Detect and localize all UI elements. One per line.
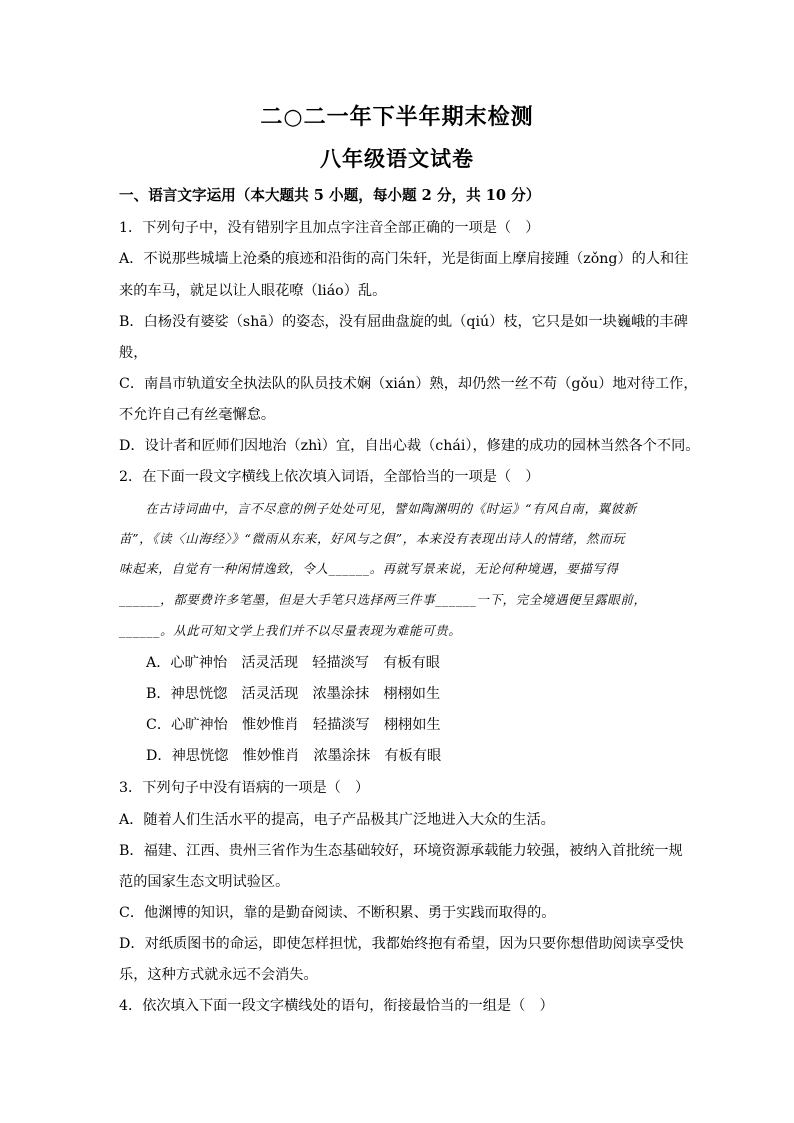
passage-line: 在古诗词曲中，言不尽意的例子处处可见，譬如陶渊明的《时运》“有风自南，翼彼新 xyxy=(119,501,637,516)
passage-line: 苗”，《读〈山海经〉》“微雨从东来，好风与之俱”，本来没有表现出诗人的情绪，然而玩 xyxy=(119,531,626,546)
question-1-option-b-cont: 般， xyxy=(119,345,148,361)
question-3-option-d-cont: 乐，这种方式就永远不会消失。 xyxy=(119,967,318,983)
question-2-option-c: C．心旷神怡 惟妙惟肖 轻描淡写 栩栩如生 xyxy=(146,717,441,733)
passage-line: ______。从此可知文学上我们并不以尽量表现为难能可贵。 xyxy=(119,623,462,638)
question-1-option-a: A．不说那些城墙上沧桑的痕迹和沿街的高门朱轩，光是街面上摩肩接踵（zǒng）的人和往 xyxy=(119,251,689,267)
question-2-stem: 2．在下面一段文字横线上依次填入词语，全部恰当的一项是（ ） xyxy=(119,469,540,485)
question-3-option-b-cont: 范的国家生态文明试验区。 xyxy=(119,874,290,890)
question-3-option-a: A．随着人们生活水平的提高，电子产品极其广泛地进入大众的生活。 xyxy=(119,812,555,828)
question-3-option-c: C．他渊博的知识，靠的是勤奋阅读、不断积累、勇于实践而取得的。 xyxy=(119,905,556,921)
passage-line: ______，都要费许多笔墨，但是大手笔只选择两三件事______一下，完全境遇便呈露眼前， xyxy=(119,592,647,607)
page-subtitle: 八年级语文试卷 xyxy=(320,146,474,171)
question-1-option-c: C．南昌市轨道安全执法队的队员技术娴（xián）熟，却仍然一丝不苟（gǒu）地对待工作， xyxy=(119,376,698,392)
page-title: 二○二一年下半年期末检测 xyxy=(260,104,534,130)
question-1-option-d: D．设计者和匠师们因地治（zhì）宜，自出心裁（chái），修建的成功的园林当然各个不同。 xyxy=(119,438,700,454)
section-heading: 一、语言文字运用（本大题共 5 小题，每小题 2 分，共 10 分） xyxy=(119,187,541,204)
question-1-option-b: B．白杨没有婆娑（shā）的姿态，没有屈曲盘旋的虬（qiú）枝，它只是如一块巍峨的丰碑 xyxy=(119,314,688,330)
question-1-option-a-cont: 来的车马，就足以让人眼花嘹（liáo）乱。 xyxy=(119,283,387,299)
question-2-option-a: A．心旷神怡 活灵活现 轻描淡写 有板有眼 xyxy=(146,655,440,671)
question-2-option-d: D．神思恍惚 惟妙惟肖 浓墨涂抹 有板有眼 xyxy=(146,748,442,764)
question-3-stem: 3．下列句子中没有语病的一项是（ ） xyxy=(119,780,370,796)
question-1-stem: 1．下列句子中，没有错别字且加点字注音全部正确的一项是（ ） xyxy=(119,220,540,236)
passage-line: 味起来，自觉有一种闲情逸致，令人______。再就写景来说，无论何种境遇，要描写得 xyxy=(119,561,619,576)
question-3-option-b: B．福建、江西、贵州三省作为生态基础较好，环境资源承载能力较强，被纳入首批统一规 xyxy=(119,843,683,859)
question-2-option-b: B．神思恍惚 活灵活现 浓墨涂抹 栩栩如生 xyxy=(146,686,441,702)
question-4-stem: 4．依次填入下面一段文字横线处的语句，衔接最恰当的一组是（ ） xyxy=(119,998,554,1014)
question-1-option-c-cont: 不允许自己有丝毫懈怠。 xyxy=(119,407,276,423)
question-3-option-d: D．对纸质图书的命运，即使怎样担忧，我都始终抱有希望，因为只要你想借助阅读享受快 xyxy=(119,936,684,952)
